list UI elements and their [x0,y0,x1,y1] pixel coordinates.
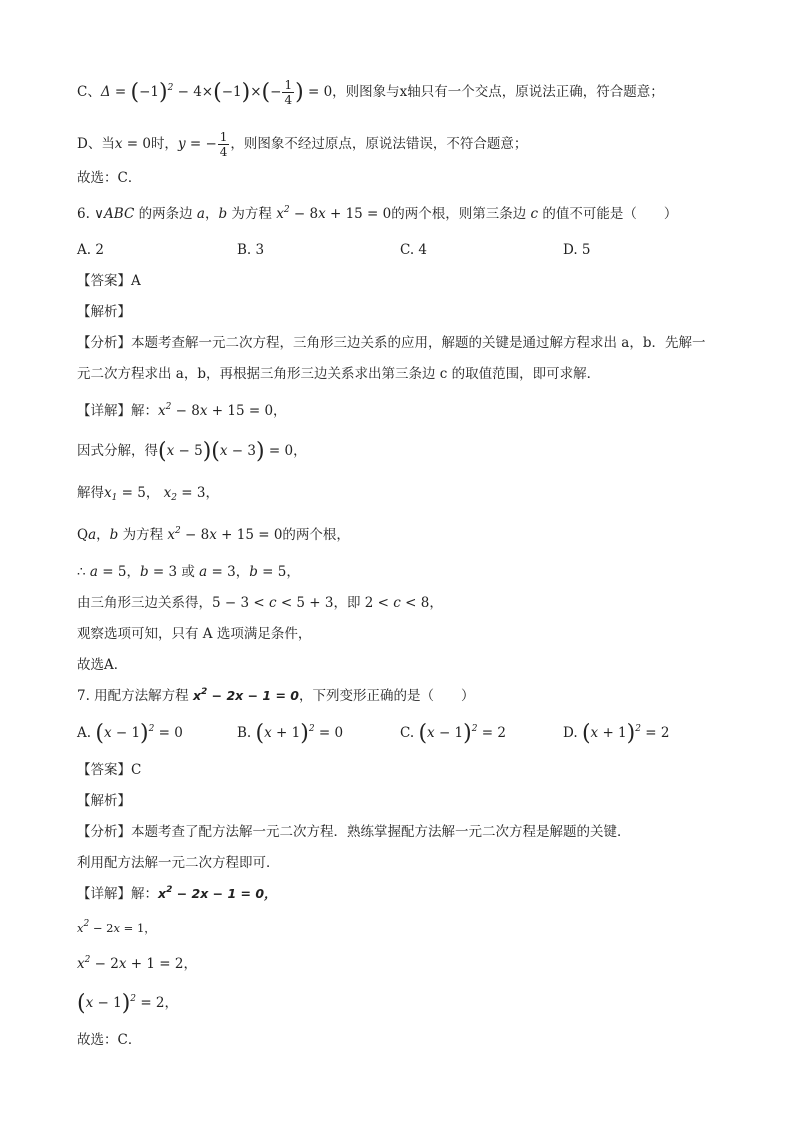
q6-analysis-line-2: 元二次方程求出 a，b，再根据三角形三边关系求出第三条边 c 的取值范围，即可求解． [77,366,601,382]
q6-answer: 【答案】A [77,273,141,289]
option-c-text: ，则图象与x轴只有一个交点，原说法正确，符合题意； [332,84,664,100]
fraction-quarter: $\frac{1}{4}$ [219,130,228,159]
q7-option-a[interactable]: A. $(x - 1)^2 = 0$ [77,721,183,746]
solve-label: 解得 [77,485,104,501]
q6-stem: 6. ∨ABC 的两条边 a，b 为方程 $x^2 - 8x + 15 = 0$的两个根，则第三条边 c 的值不可能是（ ） [77,205,678,222]
q7-step-2: $x^2 - 2x + 1 = 2$， [77,955,197,972]
q6-analysis-line-1: 【分析】本题考查解一元二次方程，三角形三边关系的应用，解题的关键是通过解方程求出 a，b．先解一 [77,335,706,351]
q7-analysis-tag: 【解析】 [77,793,131,809]
q6-option-d[interactable]: D. 5 [563,242,591,258]
q6-values: ∴ a = 5，b = 3 或 a = 3，b = 5， [77,564,300,580]
option-c-explanation [77,78,664,107]
q7-stem: 7. 用配方法解方程 $x^2 - 2x - 1 = 0$，下列变形正确的是（ ） [77,687,475,704]
option-d-condition: x = 0 [114,136,151,152]
q7-step-3: $(x - 1)^2 = 2$， [77,991,179,1016]
q6-since: Qa，b 为方程 $x^2 - 8x + 15 = 0$的两个根， [77,526,350,543]
q7-detail-eq: 【详解】解：$x^2 - 2x - 1 = 0$， [77,885,277,902]
q7-option-d[interactable]: D. $(x + 1)^2 = 2$ [563,721,670,746]
q7-stem-prefix: 7. 用配方法解方程 [77,688,189,704]
option-d-formula: y = − $\frac{1}{4}$ [177,130,228,159]
option-d-label: D、当 [77,136,115,152]
triangle-symbol: ∨ABC [94,206,135,222]
q7-option-c[interactable]: C. $(x - 1)^2 = 2$ [400,721,506,746]
q6-roots: 解得$x_1 = 5$， $x_2 = 3$， [77,485,219,503]
q7-choice: 故选：C． [77,1032,142,1048]
q6-detail-eq: 【详解】解：$x^2 - 8x + 15 = 0$， [77,402,287,419]
q6-option-a[interactable]: A. 2 [77,242,104,258]
q7-analysis-line-1: 【分析】本题考查了配方法解一元二次方程．熟练掌握配方法解一元二次方程是解题的关键． [77,824,631,840]
q7-stem-suffix: ，下列变形正确的是（ ） [299,688,475,704]
q5-choice: 故选：C． [77,170,142,186]
q6-observe: 观察选项可知，只有 A 选项满足条件， [77,626,312,642]
q6-choice: 故选A． [77,657,128,673]
q6-analysis-tag: 【解析】 [77,304,131,320]
q6-triangle-inequality: 由三角形三边关系得，5 − 3 < c < 5 + 3，即 2 < c < 8， [77,595,443,611]
detail-label: 【详解】解： [77,403,158,419]
q7-step-1: $x^2 - 2x = 1$， [77,919,156,935]
q6-option-c[interactable]: C. 4 [400,242,428,258]
option-d-mid: 时， [150,136,178,152]
option-c-label: C、 [77,84,101,100]
q7-option-b[interactable]: B. $(x + 1)^2 = 0$ [237,721,344,746]
factor-label: 因式分解，得 [77,443,158,459]
fraction-quarter: $\frac{1}{4}$ [284,78,293,107]
q6-option-b[interactable]: B. 3 [237,242,265,258]
option-c-formula: $\Delta = (-1)^2 - 4\times(-1)\times(-$ $\frac{1}{4}$ ) = 0 [100,78,333,107]
detail-label: 【详解】解： [77,886,158,902]
option-d-text: ，则图象不经过原点，原说法错误，不符合题意； [230,136,528,152]
q6-factor: 因式分解，得(x − 5)(x − 3) = 0， [77,439,307,464]
option-d-explanation [77,130,527,159]
q7-answer: 【答案】C [77,762,142,778]
q7-analysis-line-2: 利用配方法解一元二次方程即可． [77,855,280,871]
